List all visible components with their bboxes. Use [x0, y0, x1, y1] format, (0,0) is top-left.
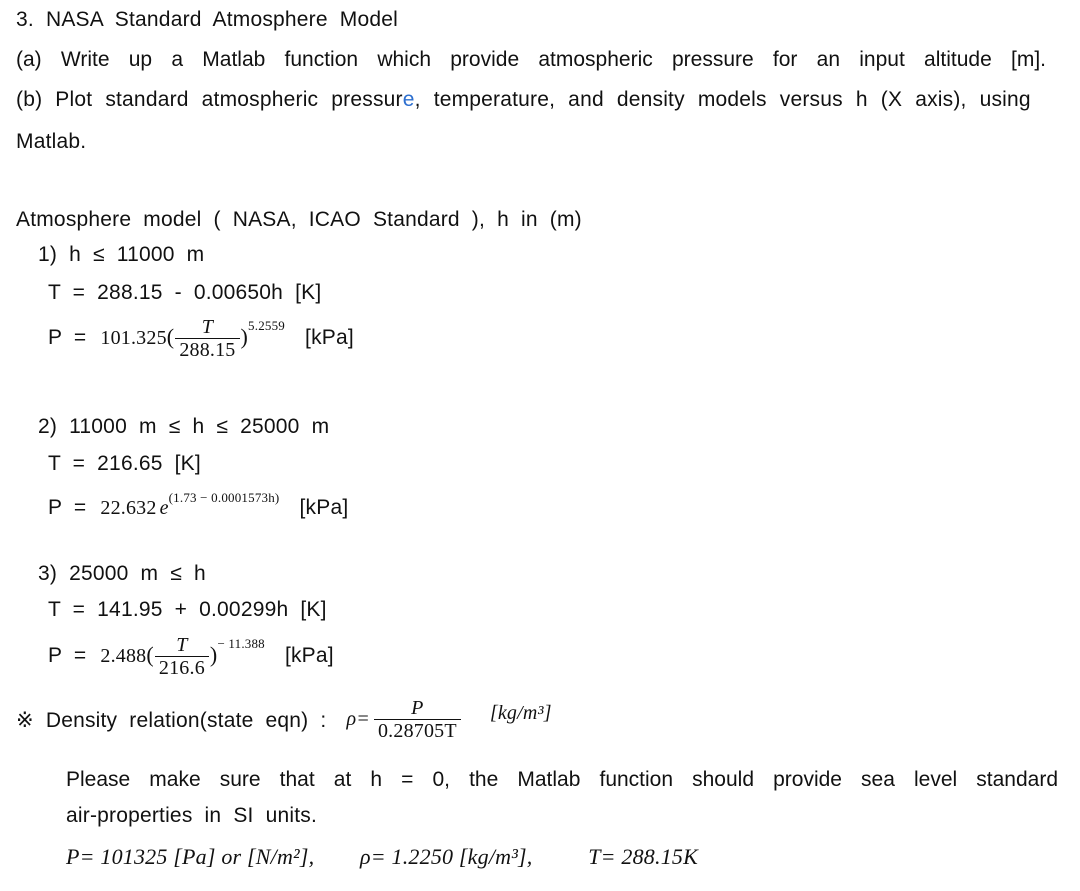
part-b-line2: Matlab. [16, 130, 87, 153]
case1-temperature: T = 288.15 - 0.00650h [K] [48, 281, 322, 304]
note-temperature-value: T= 288.15K [588, 844, 698, 869]
case3-fraction: $\frac{T}{216.6}$ [155, 634, 209, 679]
case1-p-prefix: P = [48, 326, 87, 350]
note-pressure-value: P= 101325 [Pa] or [N/m²], [66, 844, 315, 869]
note-line1: Please make sure that at h = 0, the Matlab function should provide sea level standard [66, 768, 1058, 791]
case3-unit: [kPa] [284, 644, 334, 668]
part-a-text: (a) Write up a Matlab function which provide atmospheric pressure for an input altitude [m]. [16, 48, 1046, 71]
case1-exponent: 5.2559 [248, 318, 285, 334]
density-fraction: $\frac{P}{0.28705T}$ [374, 697, 461, 742]
case1-pressure: P = 101.325( $\frac{T}{288.15}$ )$^{5.2559}$ [kPa] [48, 316, 354, 361]
case1-fraction: $\frac{T}{288.15}$ [175, 316, 239, 361]
case2-temperature: T = 216.65 [K] [48, 452, 201, 475]
part-b-text-post: , temperature, and density models versus h (X axis), using [414, 88, 1031, 111]
case3-temperature: T = 141.95 + 0.00299h [K] [48, 598, 327, 621]
note-line2: air-properties in SI units. [66, 804, 317, 827]
case2-pressure [48, 490, 348, 520]
case3-p-prefix: P = [48, 644, 87, 668]
case1-unit: [kPa] [305, 326, 354, 350]
case3-pressure: P = 2.488( $\frac{T}{216.6}$ )$^{- 11.388}$ [kPa] [48, 634, 334, 679]
case2-label: 2) 11000 m ≤ h ≤ 25000 m [38, 415, 330, 438]
density-rho: ρ= [346, 708, 370, 731]
density-label: ※ Density relation(state eqn) : [16, 709, 327, 733]
problem-title: 3. NASA Standard Atmosphere Model [16, 8, 398, 31]
case2-exponent: (1.73 − 0.0001573h) [168, 490, 280, 505]
part-b-text-pre: (b) Plot standard atmospheric pressur [16, 88, 403, 111]
model-heading: Atmosphere model ( NASA, ICAO Standard ), h in (m) [16, 208, 582, 231]
case2-p-prefix: P = [48, 496, 87, 519]
case1-p-coef: 101.325 [100, 327, 167, 350]
case2-p-base: e [159, 497, 169, 519]
case3-exponent: − 11.388 [217, 636, 265, 652]
part-b-line1 [16, 88, 1031, 112]
part-b-highlight: e [402, 88, 415, 111]
case3-p-coef: 2.488 [100, 645, 147, 668]
case2-p-coef: 22.632 [100, 497, 157, 519]
note-values [66, 844, 698, 870]
case3-label: 3) 25000 m ≤ h [38, 562, 206, 585]
density-relation [16, 697, 552, 742]
density-unit: [kg/m³] [489, 702, 552, 725]
note-density-value: ρ= 1.2250 [kg/m³], [360, 844, 533, 869]
case1-label: 1) h ≤ 11000 m [38, 243, 205, 266]
case2-unit: [kPa] [299, 496, 349, 519]
